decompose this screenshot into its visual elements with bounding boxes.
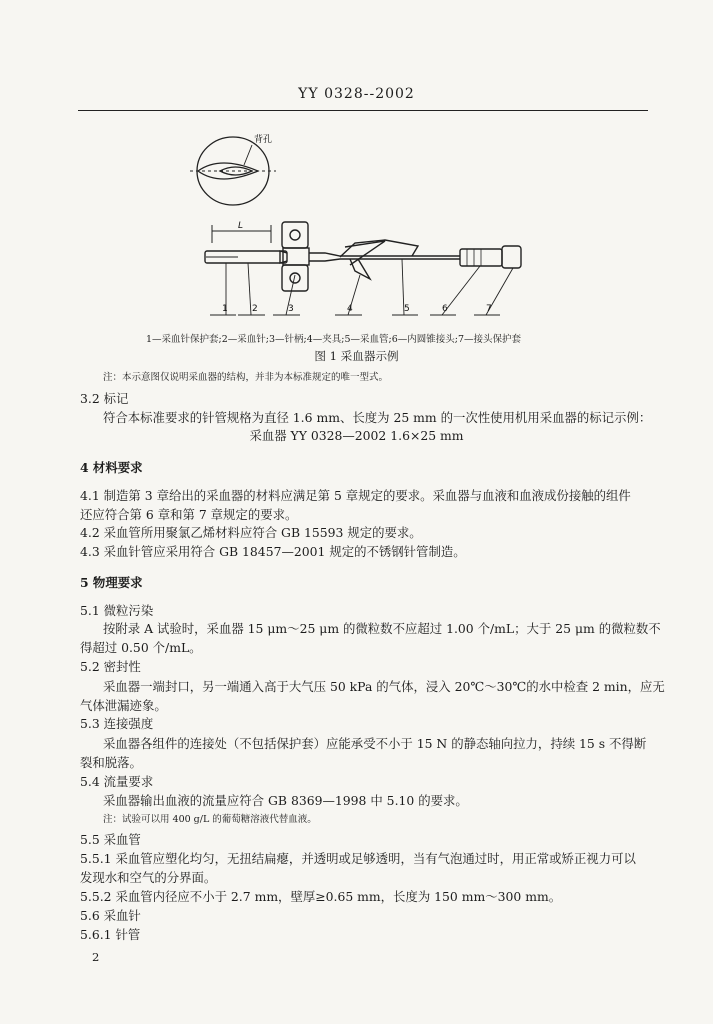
part-number-6: 6	[442, 304, 448, 314]
header-rule	[78, 110, 648, 111]
clause-5-5-1-line2: 发现水和空气的分界面。	[80, 870, 217, 885]
section-3-2-text: 符合本标准要求的针管规格为直径 1.6 mm、长度为 25 mm 的一次性使用机用采血器的标记示例：	[103, 410, 652, 425]
clause-4-3: 4.3 采血针管应采用符合 GB 18457—2001 规定的不锈钢针管制造。	[80, 544, 466, 559]
part-number-4: 4	[347, 304, 353, 314]
clause-5-5-1-line1: 5.5.1 采血管应塑化均匀，无扭结扁瘪，并透明或足够透明，当有气泡通过时，用正常或矫正视力可以	[80, 851, 636, 866]
section-5-title: 5 物理要求	[80, 575, 143, 590]
clause-5-5-title: 5.5 采血管	[80, 832, 141, 847]
part-number-5: 5	[404, 304, 410, 314]
clause-5-6-1-title: 5.6.1 针管	[80, 927, 141, 942]
clause-5-4-title: 5.4 流量要求	[80, 774, 154, 789]
clause-5-3-line2: 裂和脱落。	[80, 755, 142, 770]
section-3-2-title: 3.2 标记	[80, 391, 129, 406]
needle-tip-detail	[190, 137, 276, 205]
marking-example: 采血器 YY 0328—2002 1.6×25 mm	[249, 428, 464, 443]
dimension-L-label: L	[238, 221, 244, 231]
clause-4-2: 4.2 采血管所用聚氯乙烯材料应符合 GB 15593 规定的要求。	[80, 525, 422, 540]
clause-5-3-line1: 采血器各组件的连接处（不包括保护套）应能承受不小于 15 N 的静态轴向拉力，持续 15 s 不得断	[103, 736, 647, 751]
part-number-2: 2	[252, 304, 258, 314]
clause-5-2-line2: 气体泄漏迹象。	[80, 698, 167, 713]
hole-label: 背孔	[254, 135, 273, 145]
clause-5-1-line2: 得超过 0.50 个/mL。	[80, 640, 202, 655]
page-number: 2	[92, 950, 100, 964]
clause-5-3-title: 5.3 连接强度	[80, 716, 154, 731]
clause-4-1-line2: 还应符合第 6 章和第 7 章规定的要求。	[80, 507, 298, 522]
part-number-1: 1	[222, 304, 228, 314]
clause-5-2-line1: 采血器一端封口，另一端通入高于大气压 50 kPa 的气体，浸入 20℃～30℃的水中检查 2 min，应无	[103, 679, 665, 694]
clause-5-1-title: 5.1 微粒污染	[80, 603, 154, 618]
part-number-3: 3	[288, 304, 294, 314]
section-4-title: 4 材料要求	[80, 460, 143, 475]
collector-body	[205, 222, 521, 291]
clause-5-1-line1: 按附录 A 试验时，采血器 15 μm～25 μm 的微粒数不应超过 1.00 个/mL；大于 25 μm 的微粒数不	[103, 621, 661, 636]
part-number-7: 7	[486, 304, 492, 314]
figure-legend: 1—采血针保护套;2—采血针;3—针柄;4—夹具;5—采血管;6—内圆锥接头;7—接头保护套	[146, 334, 522, 345]
figure-caption: 图 1 采血器示例	[314, 349, 399, 363]
standard-number-header: YY 0328--2002	[298, 86, 415, 102]
blood-collector-figure	[180, 125, 540, 325]
figure-note: 注：本示意图仅说明采血器的结构，并非为本标准规定的唯一型式。	[103, 372, 389, 383]
clause-5-5-2: 5.5.2 采血管内径应不小于 2.7 mm，壁厚≥0.65 mm，长度为 150 mm～300 mm。	[80, 889, 562, 904]
clause-5-4-line1: 采血器输出血液的流量应符合 GB 8369—1998 中 5.10 的要求。	[103, 793, 468, 808]
clause-5-6-title: 5.6 采血针	[80, 908, 141, 923]
clause-5-4-note: 注：试验可以用 400 g/L 的葡萄糖溶液代替血液。	[103, 814, 317, 825]
clause-4-1-line1: 4.1 制造第 3 章给出的采血器的材料应满足第 5 章规定的要求。采血器与血液和血液成份接触的组件	[80, 488, 631, 503]
clause-5-2-title: 5.2 密封性	[80, 659, 141, 674]
